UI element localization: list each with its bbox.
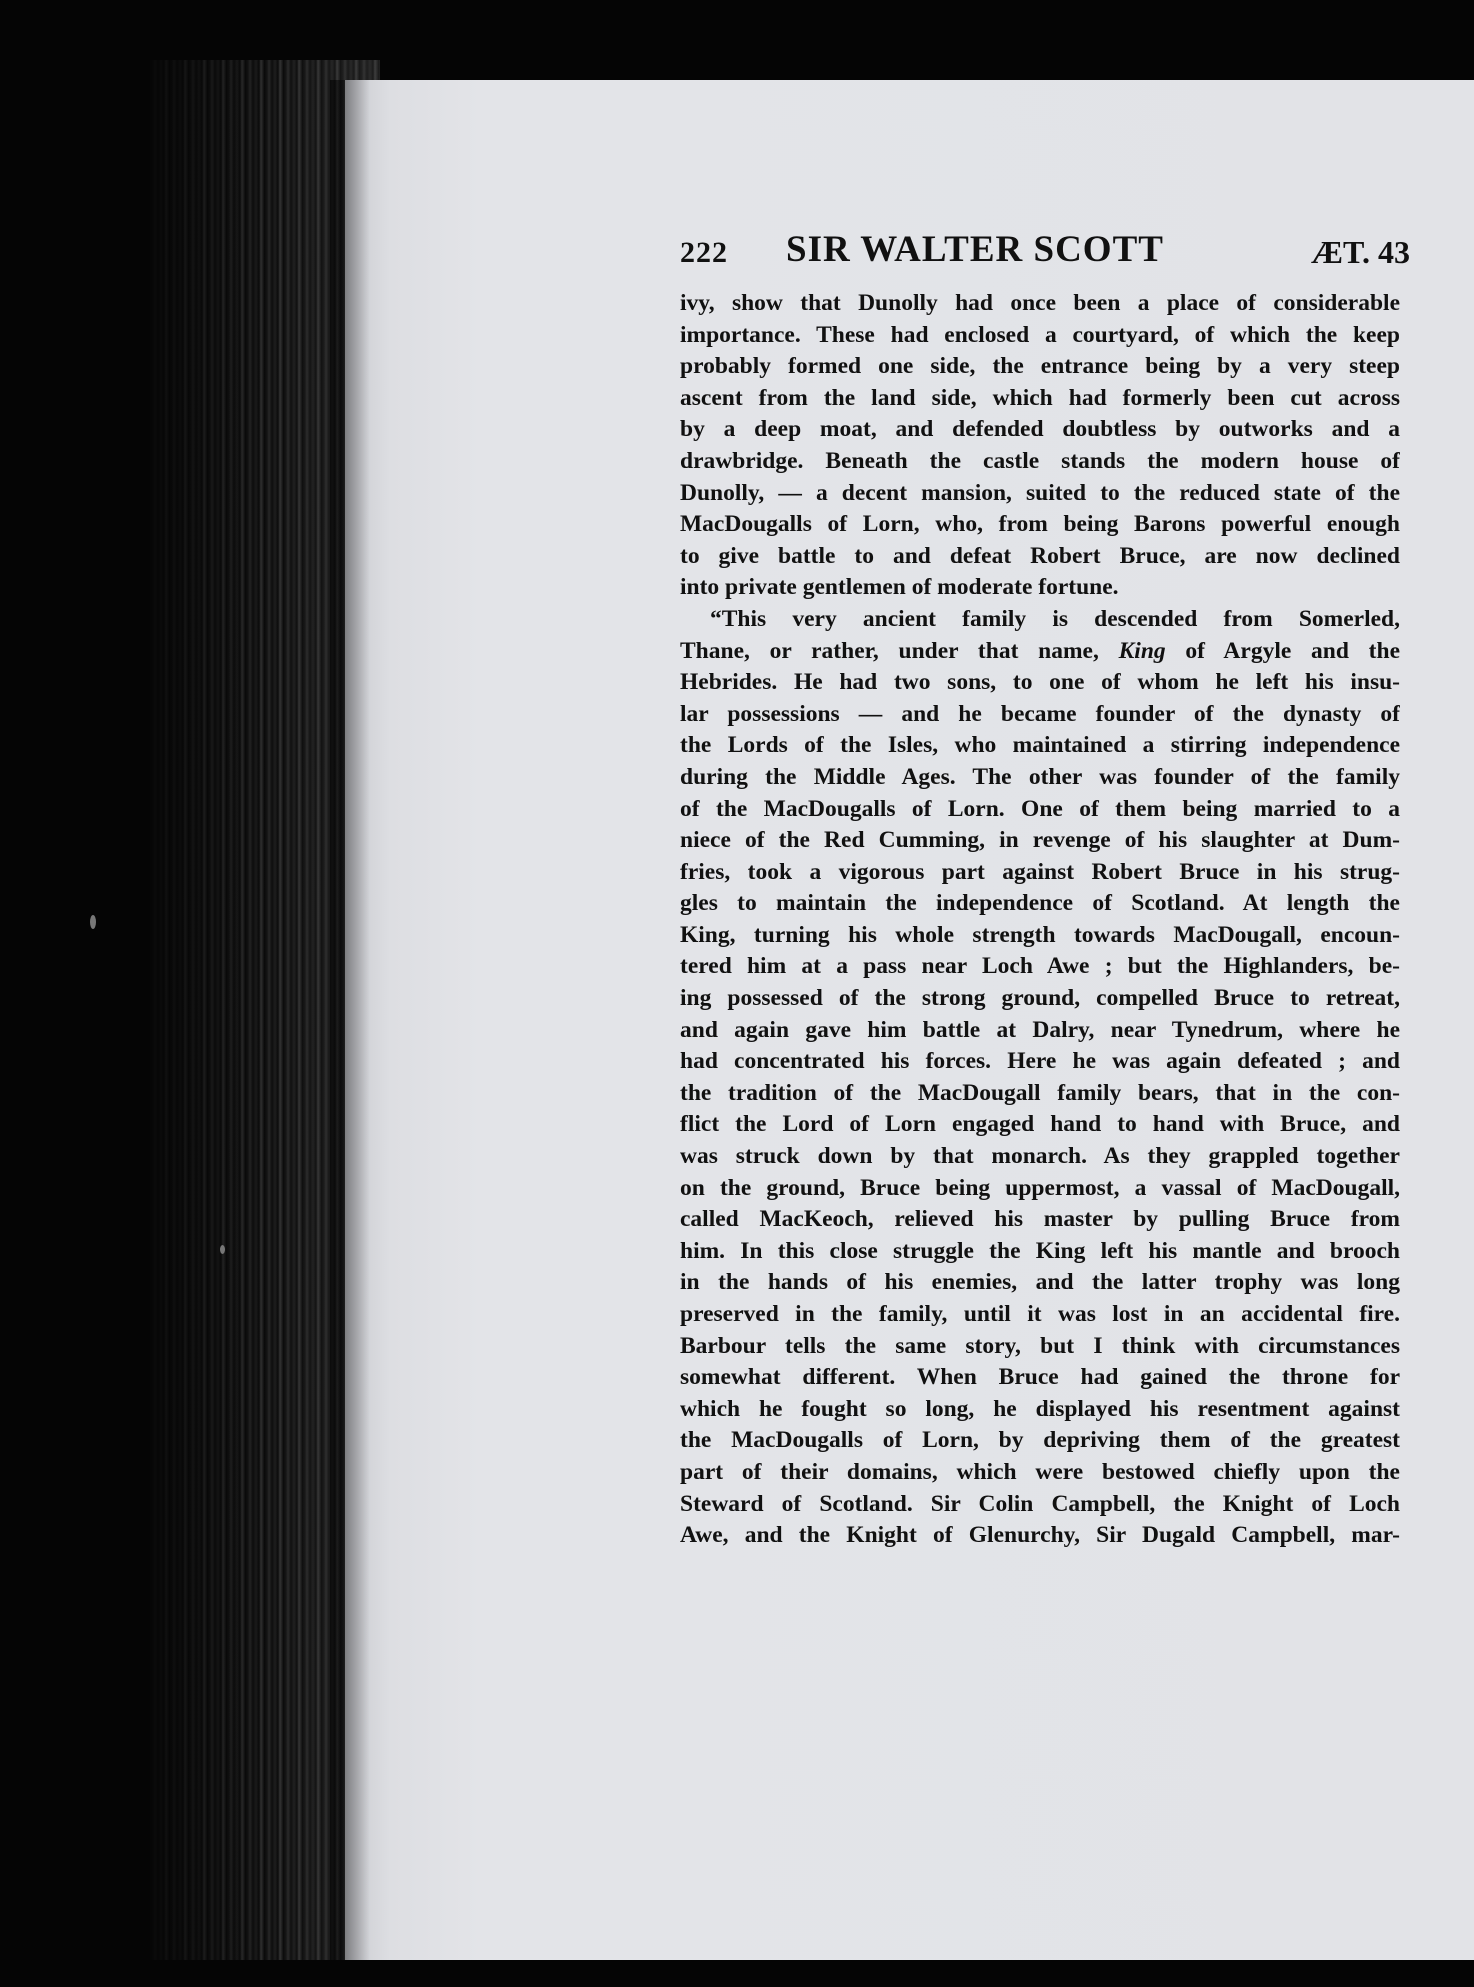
text-line: and again gave him battle at Dalry, near Tynedrum, where he — [680, 1016, 1400, 1043]
text-line: into private gentlemen of moderate fortune. — [680, 574, 1119, 601]
text-line: was struck down by that monarch. As they grappled together — [680, 1143, 1400, 1170]
text-line: during the Middle Ages. The other was founder of the family — [680, 763, 1400, 790]
text-line: Thane, or rather, under that name, King of Argyle and the — [680, 637, 1400, 664]
text-line: drawbridge. Beneath the castle stands the modern house of — [680, 447, 1400, 474]
text-line: called MacKeoch, relieved his master by pulling Bruce from — [680, 1206, 1400, 1233]
text-line: Barbour tells the same story, but I think with circumstances — [680, 1332, 1400, 1359]
text-line: flict the Lord of Lorn engaged hand to hand with Bruce, and — [680, 1111, 1400, 1138]
page-number: 222 — [680, 236, 728, 269]
text-line: Awe, and the Knight of Glenurchy, Sir Dugald Campbell, mar- — [680, 1522, 1400, 1549]
text-line: Hebrides. He had two sons, to one of whom he left his insu- — [680, 669, 1400, 696]
text-line: probably formed one side, the entrance being by a very steep — [680, 353, 1400, 380]
gutter-shadow — [330, 80, 370, 1960]
text-line: of the MacDougalls of Lorn. One of them being married to a — [680, 795, 1400, 822]
text-line: the MacDougalls of Lorn, by depriving them of the greatest — [680, 1427, 1400, 1454]
text-line: preserved in the family, until it was lost in an accidental fire. — [680, 1301, 1400, 1327]
text-line: Steward of Scotland. Sir Colin Campbell, the Knight of Loch — [680, 1490, 1400, 1517]
text-line: tered him at a pass near Loch Awe ; but the Highlanders, be- — [680, 953, 1400, 980]
text-line: to give battle to and defeat Robert Bruce, are now declined — [680, 542, 1400, 569]
text-line: ivy, show that Dunolly had once been a place of considerable — [680, 290, 1400, 316]
text-line: Dunolly, — a decent mansion, suited to the reduced state of the — [680, 479, 1400, 506]
running-title: SIR WALTER SCOTT — [786, 229, 1164, 270]
text-line: gles to maintain the independence of Scotland. At length the — [680, 890, 1400, 917]
text-line: him. In this close struggle the King left his mantle and brooch — [680, 1237, 1400, 1264]
text-line: on the ground, Bruce being uppermost, a vassal of MacDougall, — [680, 1174, 1400, 1201]
text-line: by a deep moat, and defended doubtless by outworks and a — [680, 416, 1400, 443]
text-line: MacDougalls of Lorn, who, from being Barons powerful enough — [680, 511, 1400, 538]
text-line: ing possessed of the strong ground, compelled Bruce to retreat, — [680, 985, 1400, 1012]
body-text — [680, 288, 1400, 1552]
scan-speck — [90, 915, 96, 929]
scan-speck — [220, 1245, 225, 1254]
text-line: somewhat different. When Bruce had gained the throne for — [680, 1364, 1400, 1391]
text-line: part of their domains, which were bestowed chiefly upon the — [680, 1458, 1400, 1485]
text-line: had concentrated his forces. Here he was again defeated ; and — [680, 1048, 1400, 1075]
text-line: importance. These had enclosed a courtyard, of which the keep — [680, 321, 1400, 348]
text-line: “This very ancient family is descended from Somerled, — [710, 605, 1400, 632]
text-line: the tradition of the MacDougall family bears, that in the con- — [680, 1079, 1400, 1106]
text-line: niece of the Red Cumming, in revenge of his slaughter at Dum- — [680, 827, 1400, 854]
text-line: fries, took a vigorous part against Robert Bruce in his strug- — [680, 858, 1400, 885]
age-note: ÆT. 43 — [1311, 234, 1410, 270]
text-line: the Lords of the Isles, who maintained a stirring independence — [680, 732, 1400, 759]
text-line: which he fought so long, he displayed his resentment against — [680, 1395, 1400, 1422]
running-head — [680, 228, 1410, 272]
text-line: King, turning his whole strength towards MacDougall, encoun- — [680, 921, 1400, 948]
text-line: ascent from the land side, which had formerly been cut across — [680, 384, 1400, 411]
text-line: lar possessions — and he became founder of the dynasty of — [680, 700, 1400, 727]
text-line: in the hands of his enemies, and the latter trophy was long — [680, 1269, 1400, 1296]
